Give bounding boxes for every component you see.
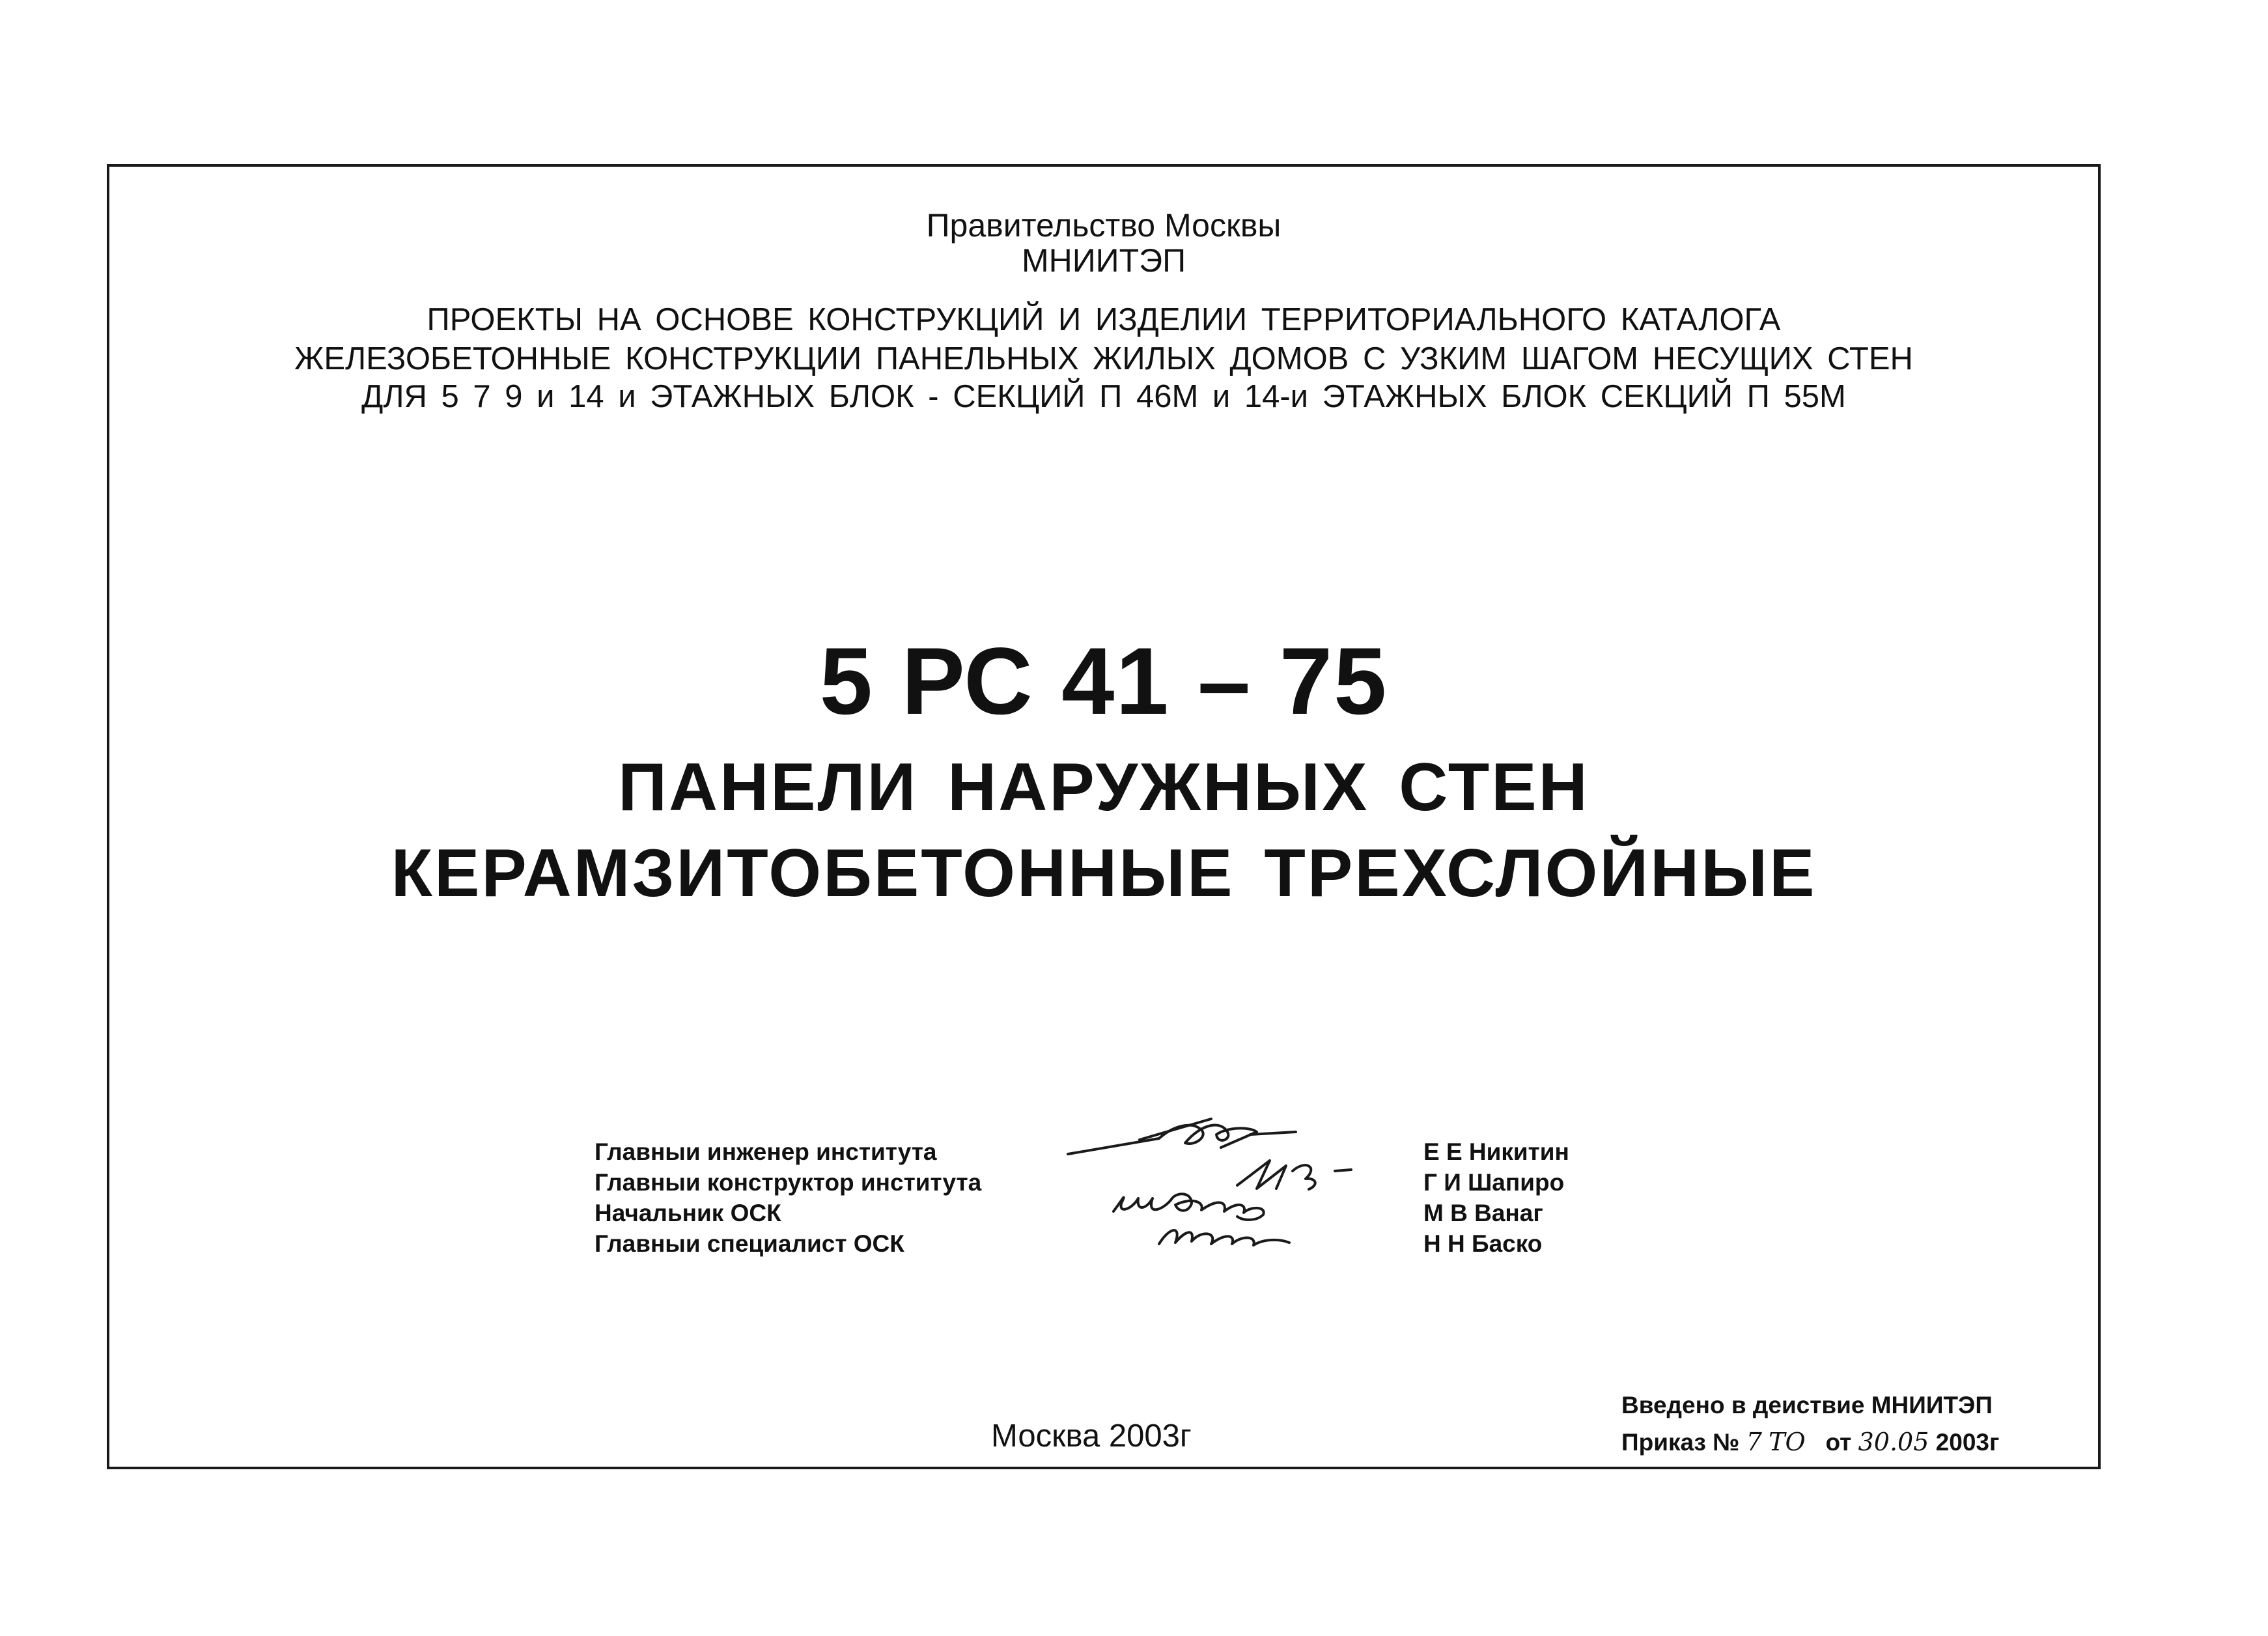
signature-2 bbox=[1237, 1161, 1351, 1189]
document-title-line-2: КЕРАМЗИТОБЕТОННЫЕ ТРЕХСЛОЙНЫЕ bbox=[391, 836, 1817, 911]
staff-name: Н Н Баско bbox=[1423, 1230, 1543, 1257]
institute-name: МНИИТЭП bbox=[1021, 242, 1186, 279]
enactment-block bbox=[1621, 1387, 1999, 1461]
staff-role: Начальник ОСК bbox=[595, 1200, 781, 1226]
order-year: 2003г bbox=[1935, 1429, 2000, 1456]
order-line bbox=[1621, 1424, 1999, 1461]
order-date: 30.05 bbox=[1858, 1428, 1929, 1456]
staff-roles bbox=[595, 1136, 981, 1259]
signature-1 bbox=[1068, 1119, 1296, 1154]
staff-name: Е Е Никитин bbox=[1423, 1138, 1569, 1165]
staff-role: Главныи специалист ОСК bbox=[595, 1230, 904, 1257]
staff-role: Главныи инженер института bbox=[595, 1138, 937, 1165]
signature-3 bbox=[1113, 1194, 1264, 1220]
document-code: 5 РС 41 – 75 bbox=[819, 628, 1388, 734]
document-title-line-1: ПАНЕЛИ НАРУЖНЫХ СТЕН bbox=[618, 750, 1589, 825]
order-prefix: Приказ № bbox=[1621, 1429, 1740, 1456]
signatures bbox=[1061, 1094, 1387, 1263]
catalog-line-1: ПРОЕКТЫ НА ОСНОВЕ КОНСТРУКЦИЙ И ИЗДЕЛИИ ТЕРРИТОРИАЛЬНОГО КАТАЛОГА bbox=[427, 302, 1781, 337]
catalog-line-2: ЖЕЛЕЗОБЕТОННЫЕ КОНСТРУКЦИИ ПАНЕЛЬНЫХ ЖИЛЫХ ДОМОВ С УЗКИМ ШАГОМ НЕСУЩИХ СТЕН bbox=[294, 341, 1913, 376]
title-frame bbox=[107, 164, 2101, 1469]
staff-name: М В Ванаг bbox=[1423, 1200, 1543, 1226]
enacted-line: Введено в деиствие МНИИТЭП bbox=[1621, 1392, 1993, 1418]
signature-4 bbox=[1159, 1230, 1289, 1245]
catalog-line-3: ДЛЯ 5 7 9 и 14 и ЭТАЖНЫХ БЛОК - СЕКЦИЙ П 46М и 14-и ЭТАЖНЫХ БЛОК СЕКЦИЙ П 55М bbox=[361, 379, 1846, 414]
government-name: Правительство Москвы bbox=[926, 207, 1281, 244]
order-suffix: ТО bbox=[1769, 1428, 1806, 1456]
staff-names bbox=[1423, 1136, 1569, 1259]
order-from: от bbox=[1825, 1429, 1852, 1456]
city-year: Москва 2003г bbox=[991, 1418, 1192, 1454]
staff-name: Г И Шапиро bbox=[1423, 1169, 1565, 1196]
order-number: 7 bbox=[1746, 1428, 1762, 1456]
staff-role: Главныи конструктор института bbox=[595, 1169, 982, 1196]
